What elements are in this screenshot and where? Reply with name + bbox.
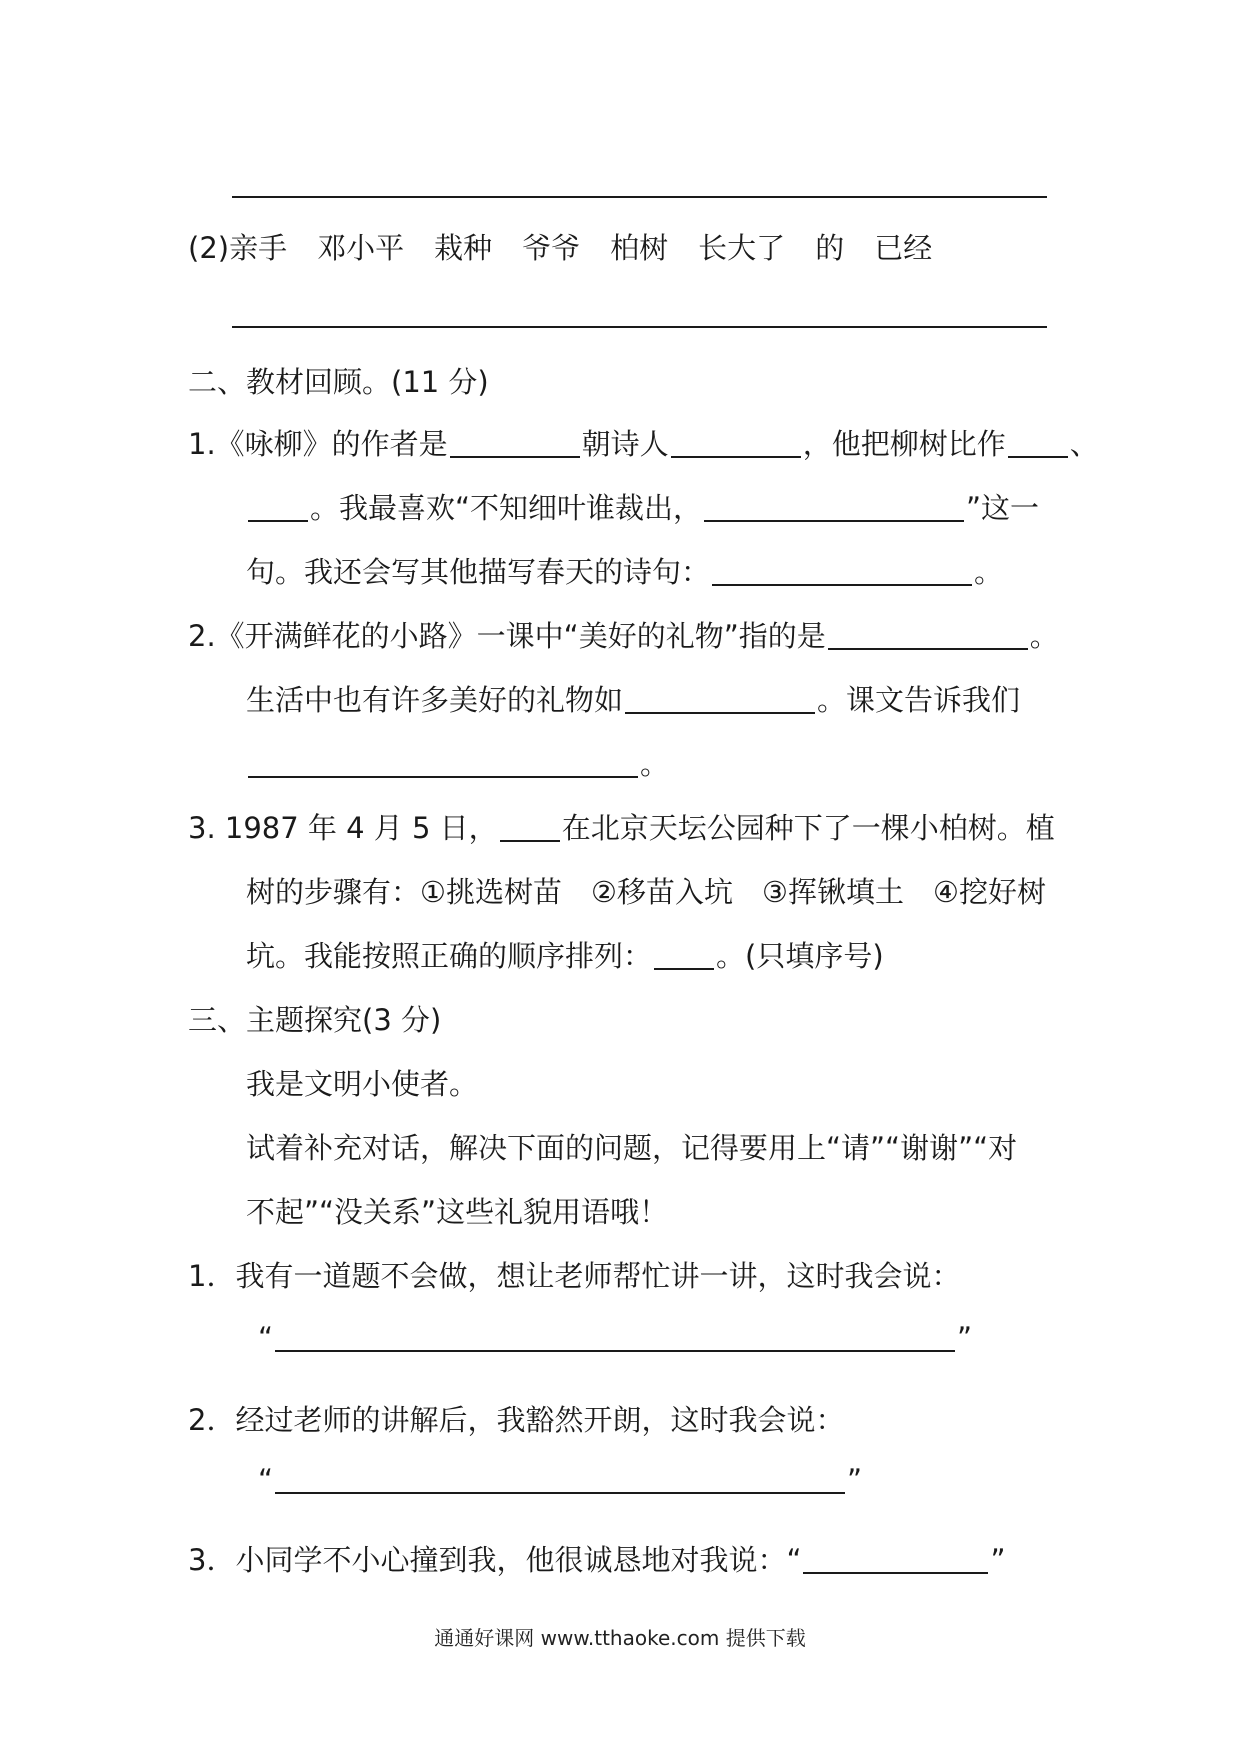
question-text: 。课文告诉我们 (817, 683, 1021, 717)
open-quote: “ (258, 1463, 274, 1497)
fill-blank[interactable] (450, 426, 580, 458)
fill-blank[interactable] (500, 810, 560, 842)
question-line (188, 616, 1059, 656)
question-line (188, 808, 1055, 848)
fill-blank[interactable] (704, 490, 964, 522)
question-line (188, 424, 1099, 464)
answer-line-row (258, 1460, 862, 1500)
question-text: ”这一 (966, 491, 1040, 525)
question-text: 。 (640, 747, 670, 781)
close-quote: ” (847, 1463, 863, 1497)
answer-line-row (258, 1318, 972, 1358)
question-text: 2.《开满鲜花的小路》一课中“美好的礼物”指的是 (188, 619, 826, 653)
close-quote: ” (990, 1543, 1006, 1577)
question-line: 1．我有一道题不会做，想让老师帮忙讲一讲，这时我会说： (188, 1259, 961, 1293)
fill-blank[interactable] (1008, 426, 1068, 458)
fill-blank[interactable] (828, 618, 1028, 650)
question-line (246, 936, 884, 976)
open-quote: “ (258, 1321, 274, 1355)
fill-blank[interactable] (275, 1320, 955, 1352)
word-order-question (188, 228, 932, 268)
question-line: 树的步骤有：①挑选树苗 ②移苗入坑 ③挥锹填土 ④挖好树 (246, 875, 1046, 909)
fill-blank[interactable] (654, 938, 714, 970)
question-text: 3. 1987 年 4 月 5 日， (188, 811, 498, 845)
question-line (246, 744, 669, 784)
footer-text: 通通好课网 www.tthaoke.com 提供下载 (434, 1626, 806, 1650)
question-line (246, 488, 1039, 528)
question-line (188, 1540, 1006, 1580)
question-text: 。 (1029, 619, 1059, 653)
fill-blank[interactable] (671, 426, 801, 458)
question-text: 朝诗人 (581, 427, 669, 461)
intro-text: 我是文明小使者。 (246, 1067, 479, 1101)
question-text: 。(只填序号) (716, 939, 884, 973)
fill-blank[interactable] (275, 1462, 845, 1494)
section-heading: 二、教材回顾。(11 分) (188, 365, 489, 399)
section-heading: 三、主题探究(3 分) (188, 1003, 442, 1037)
fill-blank[interactable] (712, 554, 972, 586)
fill-blank[interactable] (803, 1542, 988, 1574)
word: 长大了 (698, 231, 786, 265)
question-text: 、 (1069, 427, 1099, 461)
question-line: 2．经过老师的讲解后，我豁然开朗，这时我会说： (188, 1403, 845, 1437)
intro-text: 试着补充对话，解决下面的问题，记得要用上“请”“谢谢”“对 (246, 1131, 1018, 1165)
word: 栽种 (434, 231, 493, 265)
answer-line[interactable] (232, 196, 1047, 198)
fill-blank[interactable] (625, 682, 815, 714)
word: 爷爷 (522, 231, 581, 265)
fill-blank[interactable] (248, 490, 308, 522)
fill-blank[interactable] (248, 746, 638, 778)
question-text: 。 (974, 555, 1004, 589)
word: 亲手 (229, 231, 288, 265)
word: 邓小平 (317, 231, 405, 265)
question-number: (2) (188, 231, 230, 265)
question-text: ，他把柳树比作 (802, 427, 1006, 461)
question-text: 句。我还会写其他描写春天的诗句： (246, 555, 711, 589)
intro-text: 不起”“没关系”这些礼貌用语哦！ (246, 1195, 669, 1229)
question-line (246, 552, 1003, 592)
answer-line[interactable] (232, 326, 1047, 328)
question-text: 坑。我能按照正确的顺序排列： (246, 939, 653, 973)
close-quote: ” (957, 1321, 973, 1355)
question-text: 生活中也有许多美好的礼物如 (246, 683, 624, 717)
word: 柏树 (610, 231, 669, 265)
word: 已经 (874, 231, 933, 265)
question-text: 。我最喜欢“不知细叶谁裁出， (310, 491, 703, 525)
question-text: 3．小同学不小心撞到我，他很诚恳地对我说：“ (188, 1543, 802, 1577)
word: 的 (815, 231, 845, 265)
question-text: 在北京天坛公园种下了一棵小柏树。植 (561, 811, 1055, 845)
question-text: 1.《咏柳》的作者是 (188, 427, 448, 461)
question-line (246, 680, 1020, 720)
